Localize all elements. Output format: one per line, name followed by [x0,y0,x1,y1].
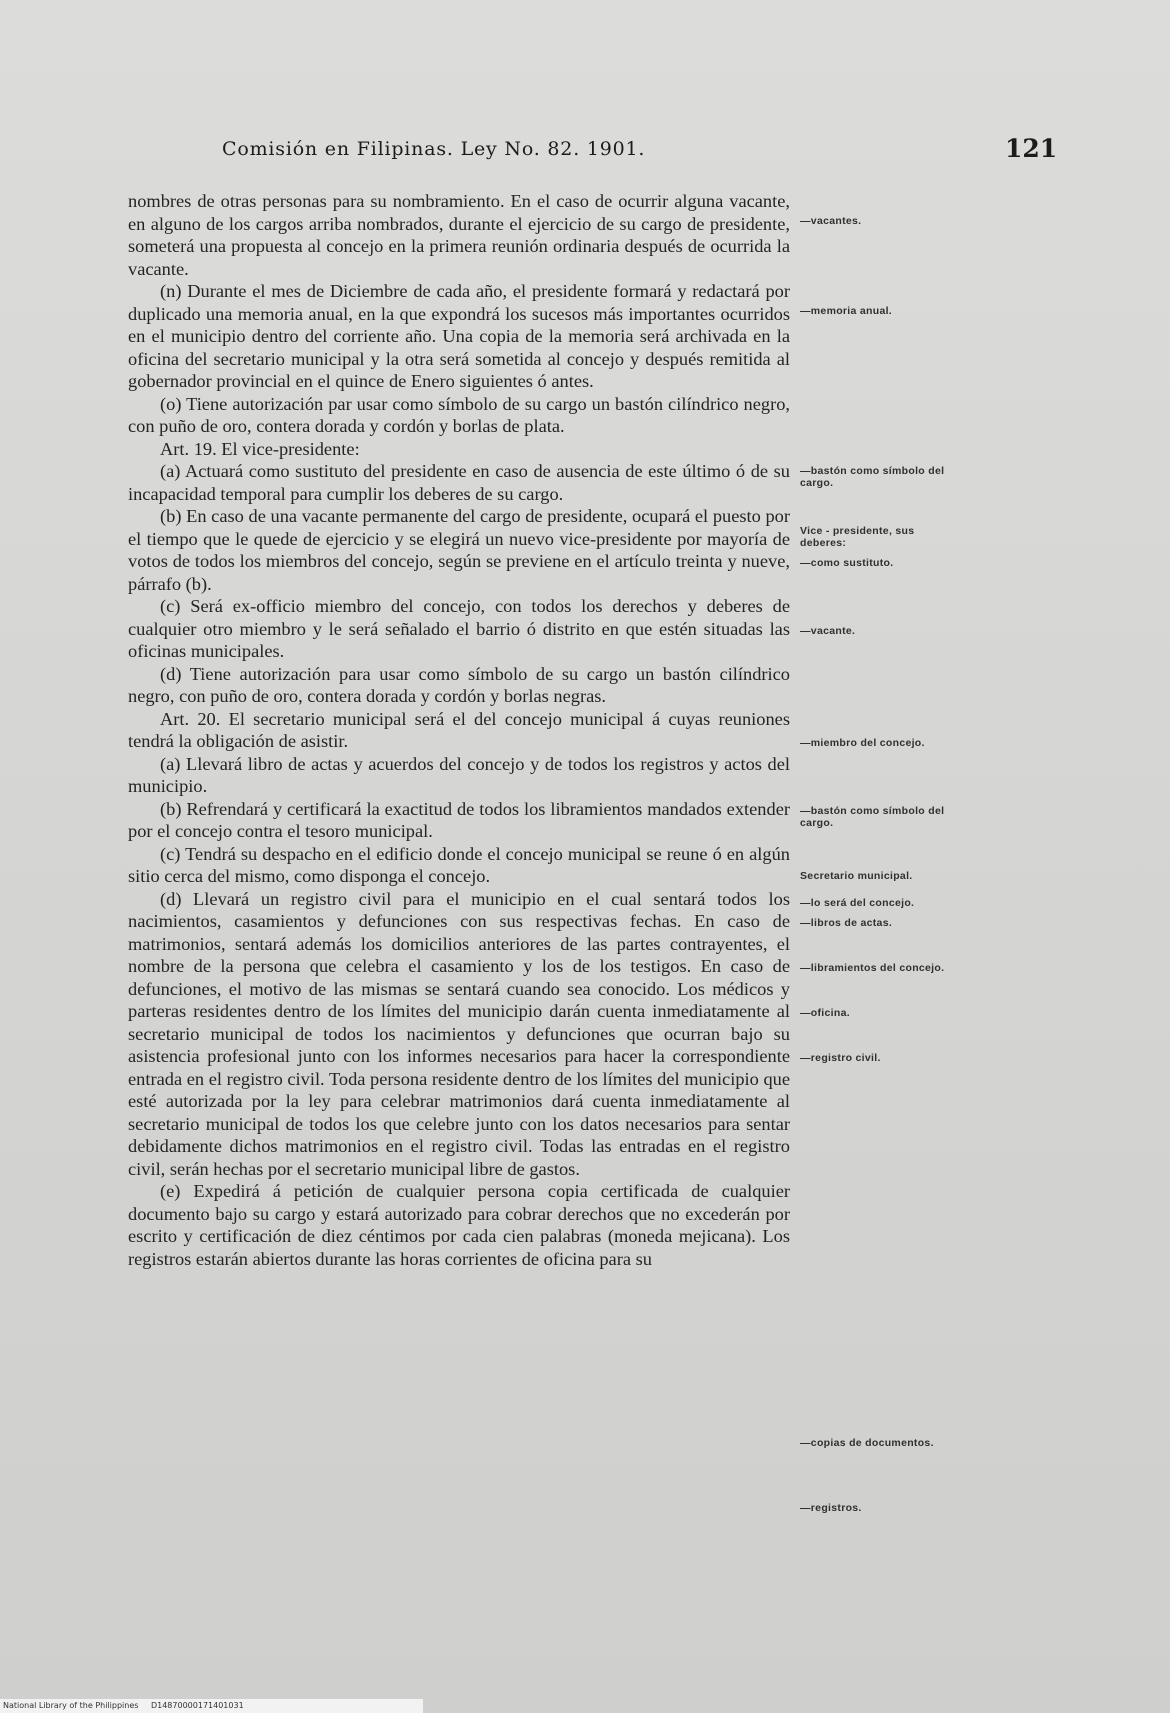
margin-note: —como sustituto. [800,557,894,569]
margin-note: —lo será del concejo. [800,897,915,909]
paragraph-20d: (d) Llevará un registro civil para el municipio en el cual sentará todos los nacimientos, casamientos y defunciones con sus respectivas fechas. En caso de matrimonios, sentará además los domicilios anteriores de las partes contrayentes, el nombre de la persona que celebra el casamiento y los de los testigos. En caso de defunciones, el motivo de las mismas se sentará cuando sea conocido. Los médicos y parteras residentes dentro de los límites del municipio darán cuenta inmediatamente al secretario municipal de todos los nacimientos y defunciones que ocurran bajo su asistencia profesional junto con los informes necesarios para hacer la correspondiente entrada en el registro civil. Toda persona residente dentro de los límites del municipio que esté autorizada por la ley para celebrar matrimonios dará cuenta inmediatamente al secretario municipal de todos los que celebre junto con los datos necesarios para sentar debidamente dichos matrimonios en el registro civil. Todas las entradas en el registro civil, serán hechas por el secretario municipal libre de gastos. [128,888,790,1179]
paragraph-o: (o) Tiene autorización par usar como símbolo de su cargo un bastón cilíndrico negro, con puño de oro, contera dorada y cordón y borlas de plata. [128,393,790,436]
paragraph-19b: (b) En caso de una vacante permanente del cargo de presidente, ocupará el puesto por el tiempo que le quede de ejercicio y se elegirá un nuevo vice-presidente por mayoría de votos de todos los miembros del concejo, según se previene en el artículo treinta y nueve, párrafo (b). [128,506,790,594]
margin-note: —miembro del concejo. [800,737,925,749]
article-20-heading: Art. 20. El secretario municipal será el del concejo municipal á cuyas reuniones tendrá la obligación de asistir. [128,708,790,751]
footer-identifier: D14870000171401031 [150,1701,244,1710]
paragraph-n: (n) Durante el mes de Diciembre de cada año, el presidente formará y redactará por duplicado una memoria anual, en la que expondrá los sucesos más importantes ocurridos en el municipio dentro del corriente año. Una copia de la memoria será archivada en la oficina del secretario municipal y la otra será sometida al concejo y después remitida al gobernador provincial en el quince de Enero siguientes ó antes. [128,281,790,391]
margin-note: Secretario municipal. [800,870,913,882]
margin-note: —vacante. [800,625,856,637]
margin-note: Vice - presidente, sus deberes: [800,525,915,549]
paragraph-20e: (e) Expedirá á petición de cualquier persona copia certificada de cualquier documento bajo su cargo y estará autorizado para cobrar derechos que no excederán por escrito y certificación de diez céntimos por cada cien palabras (moneda mejicana). Los registros estarán abiertos durante las horas corrientes de oficina para su [128,1181,790,1269]
article-19-heading: Art. 19. El vice-presidente: [160,438,360,459]
running-header: Comisión en Filipinas. Ley No. 82. 1901. [222,138,646,160]
paragraph-19c: (c) Será ex-officio miembro del concejo, con todos los derechos y deberes de cualquier otro miembro y le será señalado el barrio ó distrito en que estén situadas las oficinas municipales. [128,596,790,661]
margin-note: —registros. [800,1502,862,1514]
margin-note: —copias de documentos. [800,1437,934,1449]
paragraph-19a: (a) Actuará como sustituto del presidente en caso de ausencia de este último ó de su incapacidad temporal para cumplir los deberes de su cargo. [128,461,790,504]
margin-note: —memoria anual. [800,305,893,317]
paragraph-nombres: nombres de otras personas para su nombramiento. En el caso de ocurrir alguna vacante, en alguno de los cargos arriba nombrados, durante el ejercicio de su cargo de presidente, someterá una propuesta al concejo en la primera reunión ordinaria después de ocurrida la vacante. [128,191,790,279]
margin-note: —vacantes. [800,215,862,227]
law-body-text [128,190,790,1270]
margin-note: —libros de actas. [800,917,893,929]
scan-footer [0,1699,423,1713]
paragraph-19d: (d) Tiene autorización para usar como símbolo de su cargo un bastón cilíndrico negro, con puño de oro, contera dorada y cordón y borlas negras. [128,663,790,706]
paragraph-20c: (c) Tendrá su despacho en el edificio donde el concejo municipal se reune ó en algún sitio cerca del mismo, como disponga el concejo. [128,843,790,886]
margin-note: —bastón como símbolo del cargo. [800,465,945,489]
margin-note: —libramientos del concejo. [800,962,945,974]
paragraph-20b: (b) Refrendará y certificará la exactitud de todos los libramientos mandados extender por el concejo contra el tesoro municipal. [128,798,790,841]
margin-note: —bastón como símbolo del cargo. [800,805,945,829]
margin-note: —oficina. [800,1007,850,1019]
page-number: 121 [1005,134,1058,163]
paragraph-20a: (a) Llevará libro de actas y acuerdos del concejo y de todos los registros y actos del municipio. [128,753,790,796]
margin-note: —registro civil. [800,1052,881,1064]
footer-institution: National Library of the Philippines [3,1701,139,1710]
